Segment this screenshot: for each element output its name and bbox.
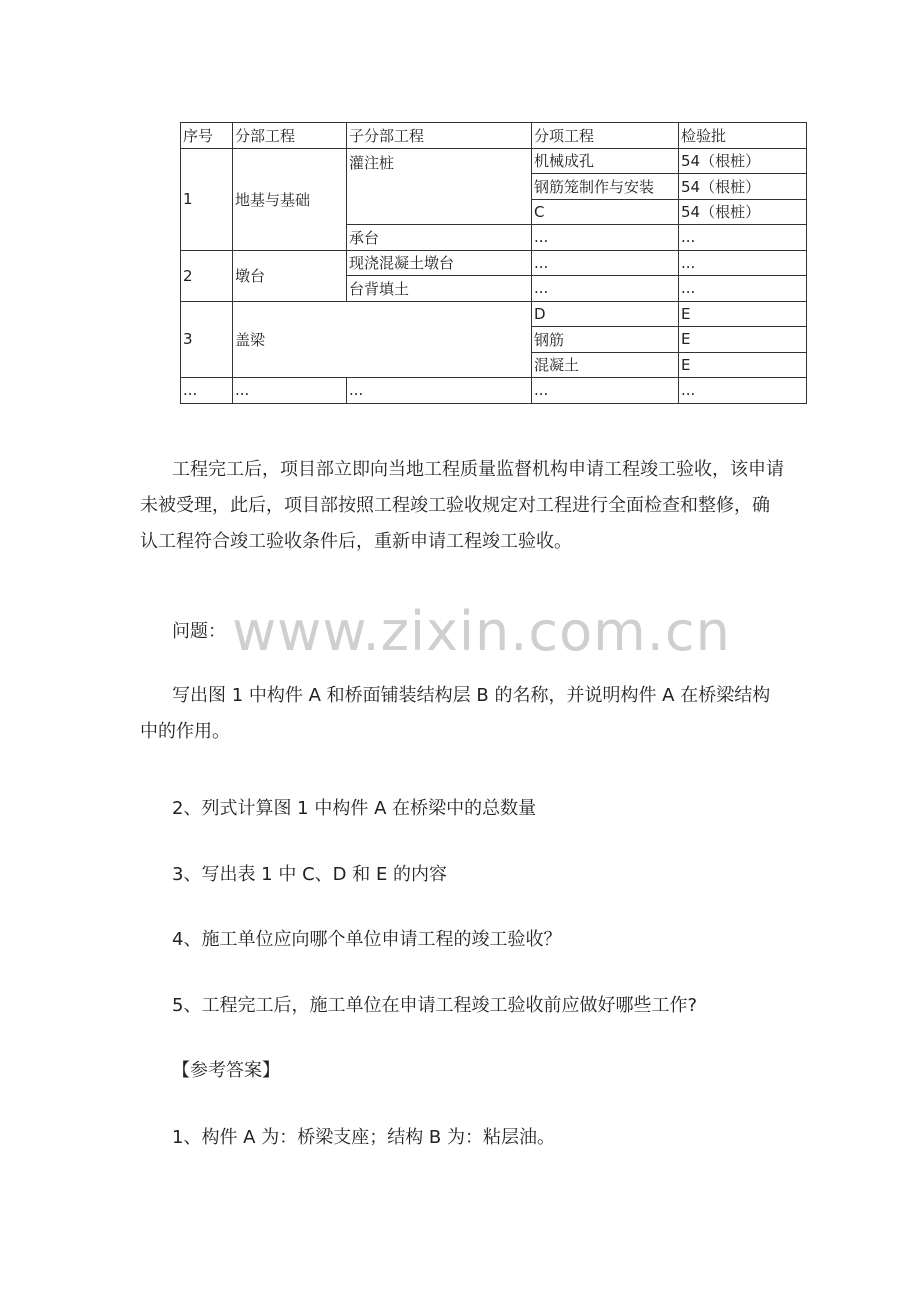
subdivision-cell: ... <box>347 378 532 404</box>
division-cell: 地基与基础 <box>233 148 347 250</box>
batch-cell: ... <box>679 378 807 404</box>
item-cell: D <box>532 301 679 327</box>
item-cell: ... <box>532 225 679 251</box>
table-row <box>181 301 807 327</box>
subdivision-cell: 台背填土 <box>347 276 532 302</box>
item-cell: C <box>532 199 679 225</box>
batch-cell: E <box>679 301 807 327</box>
item-cell: ... <box>532 250 679 276</box>
table-header-row <box>181 123 807 149</box>
division-cell: 盖梁 <box>233 301 532 378</box>
subdivision-cell: 灌注桩 <box>347 148 532 225</box>
question-3: 3、写出表 1 中 C、D 和 E 的内容 <box>172 864 448 885</box>
paragraph-completion: 工程完工后，项目部立即向当地工程质量监督机构申请工程竣工验收，该申请未被受理，此后，项目部按照工程竣工验收规定对工程进行全面检查和整修，确认工程符合竣工验收条件后，重新申请工程竣工验收。 <box>140 459 784 552</box>
answer-heading: 【参考答案】 <box>172 1060 280 1081</box>
subdivision-cell: 承台 <box>347 225 532 251</box>
question-5: 5、工程完工后，施工单位在申请工程竣工验收前应做好哪些工作? <box>172 995 698 1016</box>
questions-label: 问题： <box>172 621 226 642</box>
answer-1: 1、构件 A 为：桥梁支座；结构 B 为：粘层油。 <box>172 1127 555 1148</box>
batch-cell: ... <box>679 276 807 302</box>
question-4: 4、施工单位应向哪个单位申请工程的竣工验收？ <box>172 929 562 950</box>
item-cell: 钢筋笼制作与安装 <box>532 174 679 200</box>
header-cell: 序号 <box>181 123 233 149</box>
question-1: 写出图 1 中构件 A 和桥面铺装结构层 B 的名称，并说明构件 A 在桥梁结构中的作用。 <box>140 685 771 742</box>
table-row <box>181 148 807 174</box>
row-number-cell: 2 <box>181 250 233 301</box>
header-cell: 子分部工程 <box>347 123 532 149</box>
header-cell: 分项工程 <box>532 123 679 149</box>
watermark: www.zixin.com.cn <box>232 600 731 663</box>
table-row <box>181 250 807 276</box>
inspection-table <box>180 122 807 404</box>
division-cell: 墩台 <box>233 250 347 301</box>
question-2: 2、列式计算图 1 中构件 A 在桥梁中的总数量 <box>172 798 537 819</box>
header-cell: 检验批 <box>679 123 807 149</box>
header-cell: 分部工程 <box>233 123 347 149</box>
row-number-cell: 1 <box>181 148 233 250</box>
batch-cell: E <box>679 352 807 378</box>
subdivision-cell: 现浇混凝土墩台 <box>347 250 532 276</box>
table-row <box>181 378 807 404</box>
batch-cell: E <box>679 327 807 353</box>
batch-cell: 54（根桩） <box>679 199 807 225</box>
item-cell: 钢筋 <box>532 327 679 353</box>
batch-cell: ... <box>679 250 807 276</box>
item-cell: 混凝土 <box>532 352 679 378</box>
item-cell: 机械成孔 <box>532 148 679 174</box>
item-cell: ... <box>532 378 679 404</box>
item-cell: ... <box>532 276 679 302</box>
batch-cell: 54（根桩） <box>679 174 807 200</box>
batch-cell: 54（根桩） <box>679 148 807 174</box>
division-cell: ... <box>233 378 347 404</box>
row-number-cell: ... <box>181 378 233 404</box>
batch-cell: ... <box>679 225 807 251</box>
row-number-cell: 3 <box>181 301 233 378</box>
